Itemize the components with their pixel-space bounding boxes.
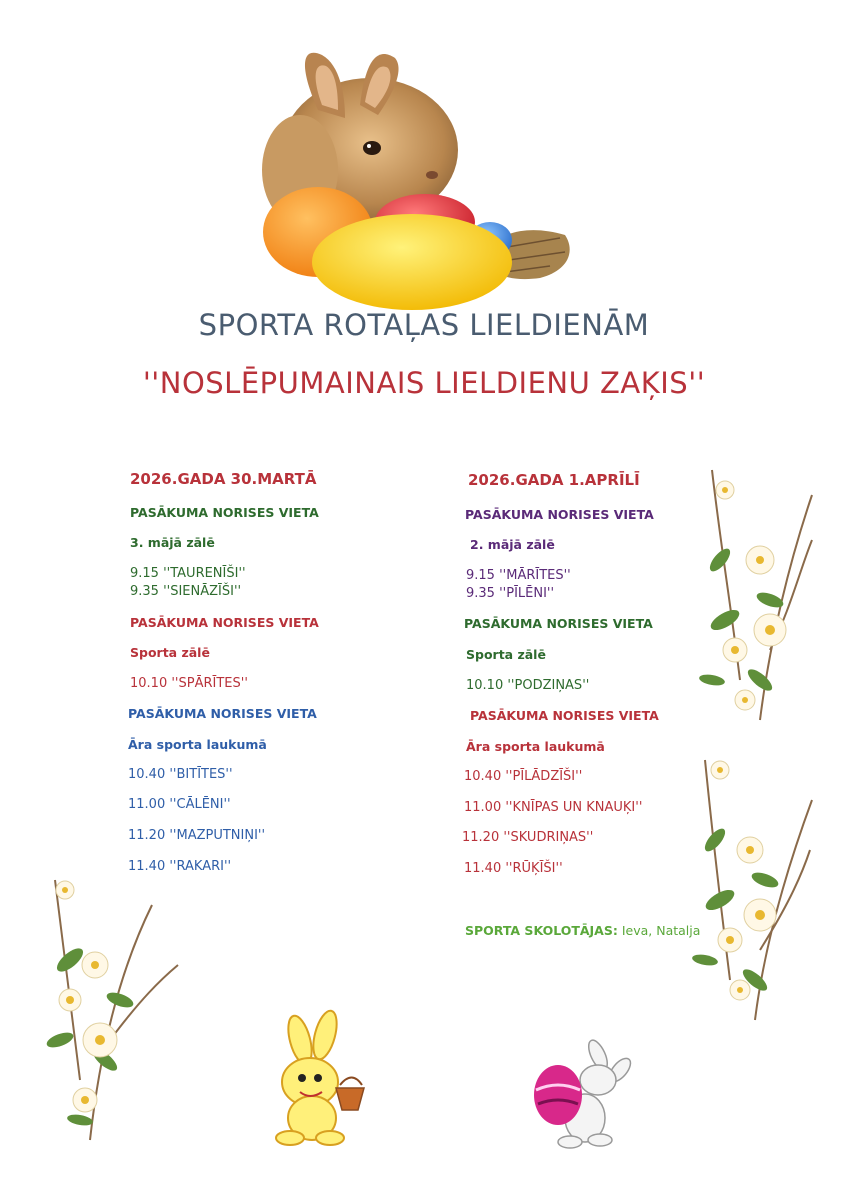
right-venue-3: Āra sporta laukumā xyxy=(466,739,605,754)
right-item-3a: 10.40 ''PĪLĀDZĪŠI'' xyxy=(464,769,583,784)
right-item-3c: 11.20 ''SKUDRIŅAS'' xyxy=(462,830,594,845)
left-venue-heading-1: PASĀKUMA NORISES VIETA xyxy=(130,505,319,520)
right-date: 2026.GADA 1.APRĪLĪ xyxy=(468,471,640,489)
right-venue-1: 2. mājā zālē xyxy=(470,537,555,552)
right-item-1a: 9.15 ''MĀRĪTES'' xyxy=(466,568,571,583)
left-venue-heading-3: PASĀKUMA NORISES VIETA xyxy=(128,706,317,721)
left-venue-heading-2: PASĀKUMA NORISES VIETA xyxy=(130,615,319,630)
left-venue-3: Āra sporta laukumā xyxy=(128,737,267,752)
left-item-1b: 9.35 ''SIENĀZĪŠI'' xyxy=(130,584,242,599)
right-item-3d: 11.40 ''RŪĶĪŠI'' xyxy=(464,861,563,876)
right-item-1b: 9.35 ''PĪLĒNI'' xyxy=(466,586,555,601)
teachers-names: Ieva, Natalja xyxy=(621,923,701,938)
left-item-2a: 10.10 ''SPĀRĪTES'' xyxy=(130,676,248,691)
left-item-3d: 11.40 ''RAKARI'' xyxy=(128,859,232,874)
right-venue-heading-2: PASĀKUMA NORISES VIETA xyxy=(464,616,653,631)
right-venue-heading-1: PASĀKUMA NORISES VIETA xyxy=(465,507,654,522)
left-venue-1: 3. mājā zālē xyxy=(130,535,215,550)
right-item-3b: 11.00 ''KNĪPAS UN KNAUĶI'' xyxy=(464,800,643,815)
left-item-3a: 10.40 ''BITĪTES'' xyxy=(128,767,233,782)
left-item-3c: 11.20 ''MAZPUTNIŅI'' xyxy=(128,828,266,843)
right-venue-heading-3: PASĀKUMA NORISES VIETA xyxy=(470,708,659,723)
left-venue-2: Sporta zālē xyxy=(130,645,210,660)
right-venue-2: Sporta zālē xyxy=(466,647,546,662)
left-item-1a: 9.15 ''TAURENĪŠI'' xyxy=(130,566,246,581)
page-subtitle: ''NOSLĒPUMAINAIS LIELDIENU ZAĶIS'' xyxy=(142,366,706,400)
page-title: SPORTA ROTAĻAS LIELDIENĀM xyxy=(198,308,650,342)
right-item-2a: 10.10 ''PODZIŅAS'' xyxy=(466,678,590,693)
teachers-label: SPORTA SKOLOTĀJAS: xyxy=(465,923,618,938)
left-item-3b: 11.00 ''CĀLĒNI'' xyxy=(128,797,231,812)
left-date: 2026.GADA 30.MARTĀ xyxy=(130,470,317,488)
